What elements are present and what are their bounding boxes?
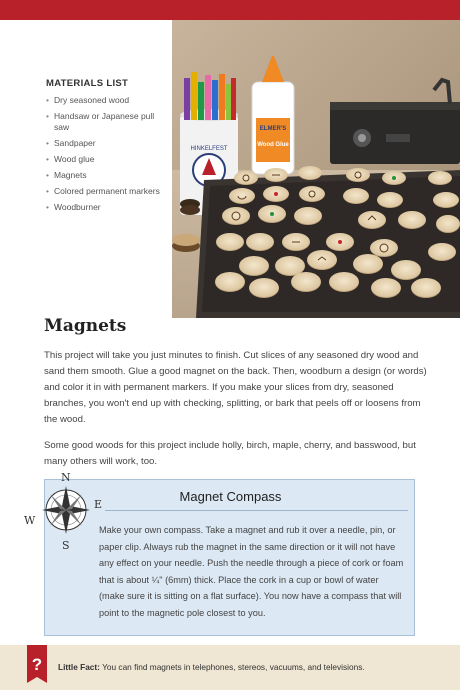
materials-item: • Wood glue [46,154,166,165]
article-paragraph: Some good woods for this project include holly, birch, maple, cherry, and basswood, but many others will work, too. [44,440,416,467]
badge-mark: ? [31,655,43,674]
compass-box-title: Magnet Compass [179,489,282,504]
materials-heading: MATERIALS LIST [46,78,129,89]
compass-rose-icon [22,470,112,552]
project-photo [172,20,460,318]
little-fact-label: Little Fact: [58,662,100,672]
compass-w-label: W [24,514,36,527]
compass-e-label: E [94,498,103,511]
materials-item: • Colored permanent markers [46,186,166,197]
question-badge-icon [27,645,47,683]
section-title: Magnets [44,316,127,336]
compass-n-label: N [61,471,71,484]
compass-s-label: S [62,539,70,552]
photo-illustration [172,20,460,318]
cup-text: HINKELFEST [190,146,228,152]
top-accent-bar [0,0,460,20]
glue-brand: ELMER'S [259,126,287,132]
glue-label: Wood Glue [257,142,289,148]
article-paragraph: This project will take you just minutes to finish. Cut slices of any seasoned dry wood and sand them smooth. Glue a good magnet on the back. Then, woodburn a design (or words) and color it in with permanent markers. If you make your slices from dry, seasoned branches, you won't end up with checking, splitting, or bark that peels off or loosens from the wood. [44,350,427,425]
materials-item: • Sandpaper [46,138,166,149]
little-fact-text [58,662,365,672]
materials-item: • Dry seasoned wood [46,95,166,106]
materials-item: • Woodburner [46,202,166,213]
compass-box-text: Make your own compass. Take a magnet and rub it over a needle, pin, or paper clip. Always rub the magnet in the same direction or it will not have any effect on your needle. Push the needle through a piece of cork or foam that is about ¼" (6mm) thick. Place the cork in a cup or bowl of water (make sure it is sitting on a flat surface). You now have a compass that will point to the magnetic pole closest to you. [99,525,404,618]
materials-item: • Handsaw or Japanese pull saw [46,111,166,133]
little-fact-body: You can find magnets in telephones, stereos, vacuums, and televisions. [99,662,365,672]
materials-item: • Magnets [46,170,166,181]
materials-list [46,78,166,218]
divider [105,510,408,511]
